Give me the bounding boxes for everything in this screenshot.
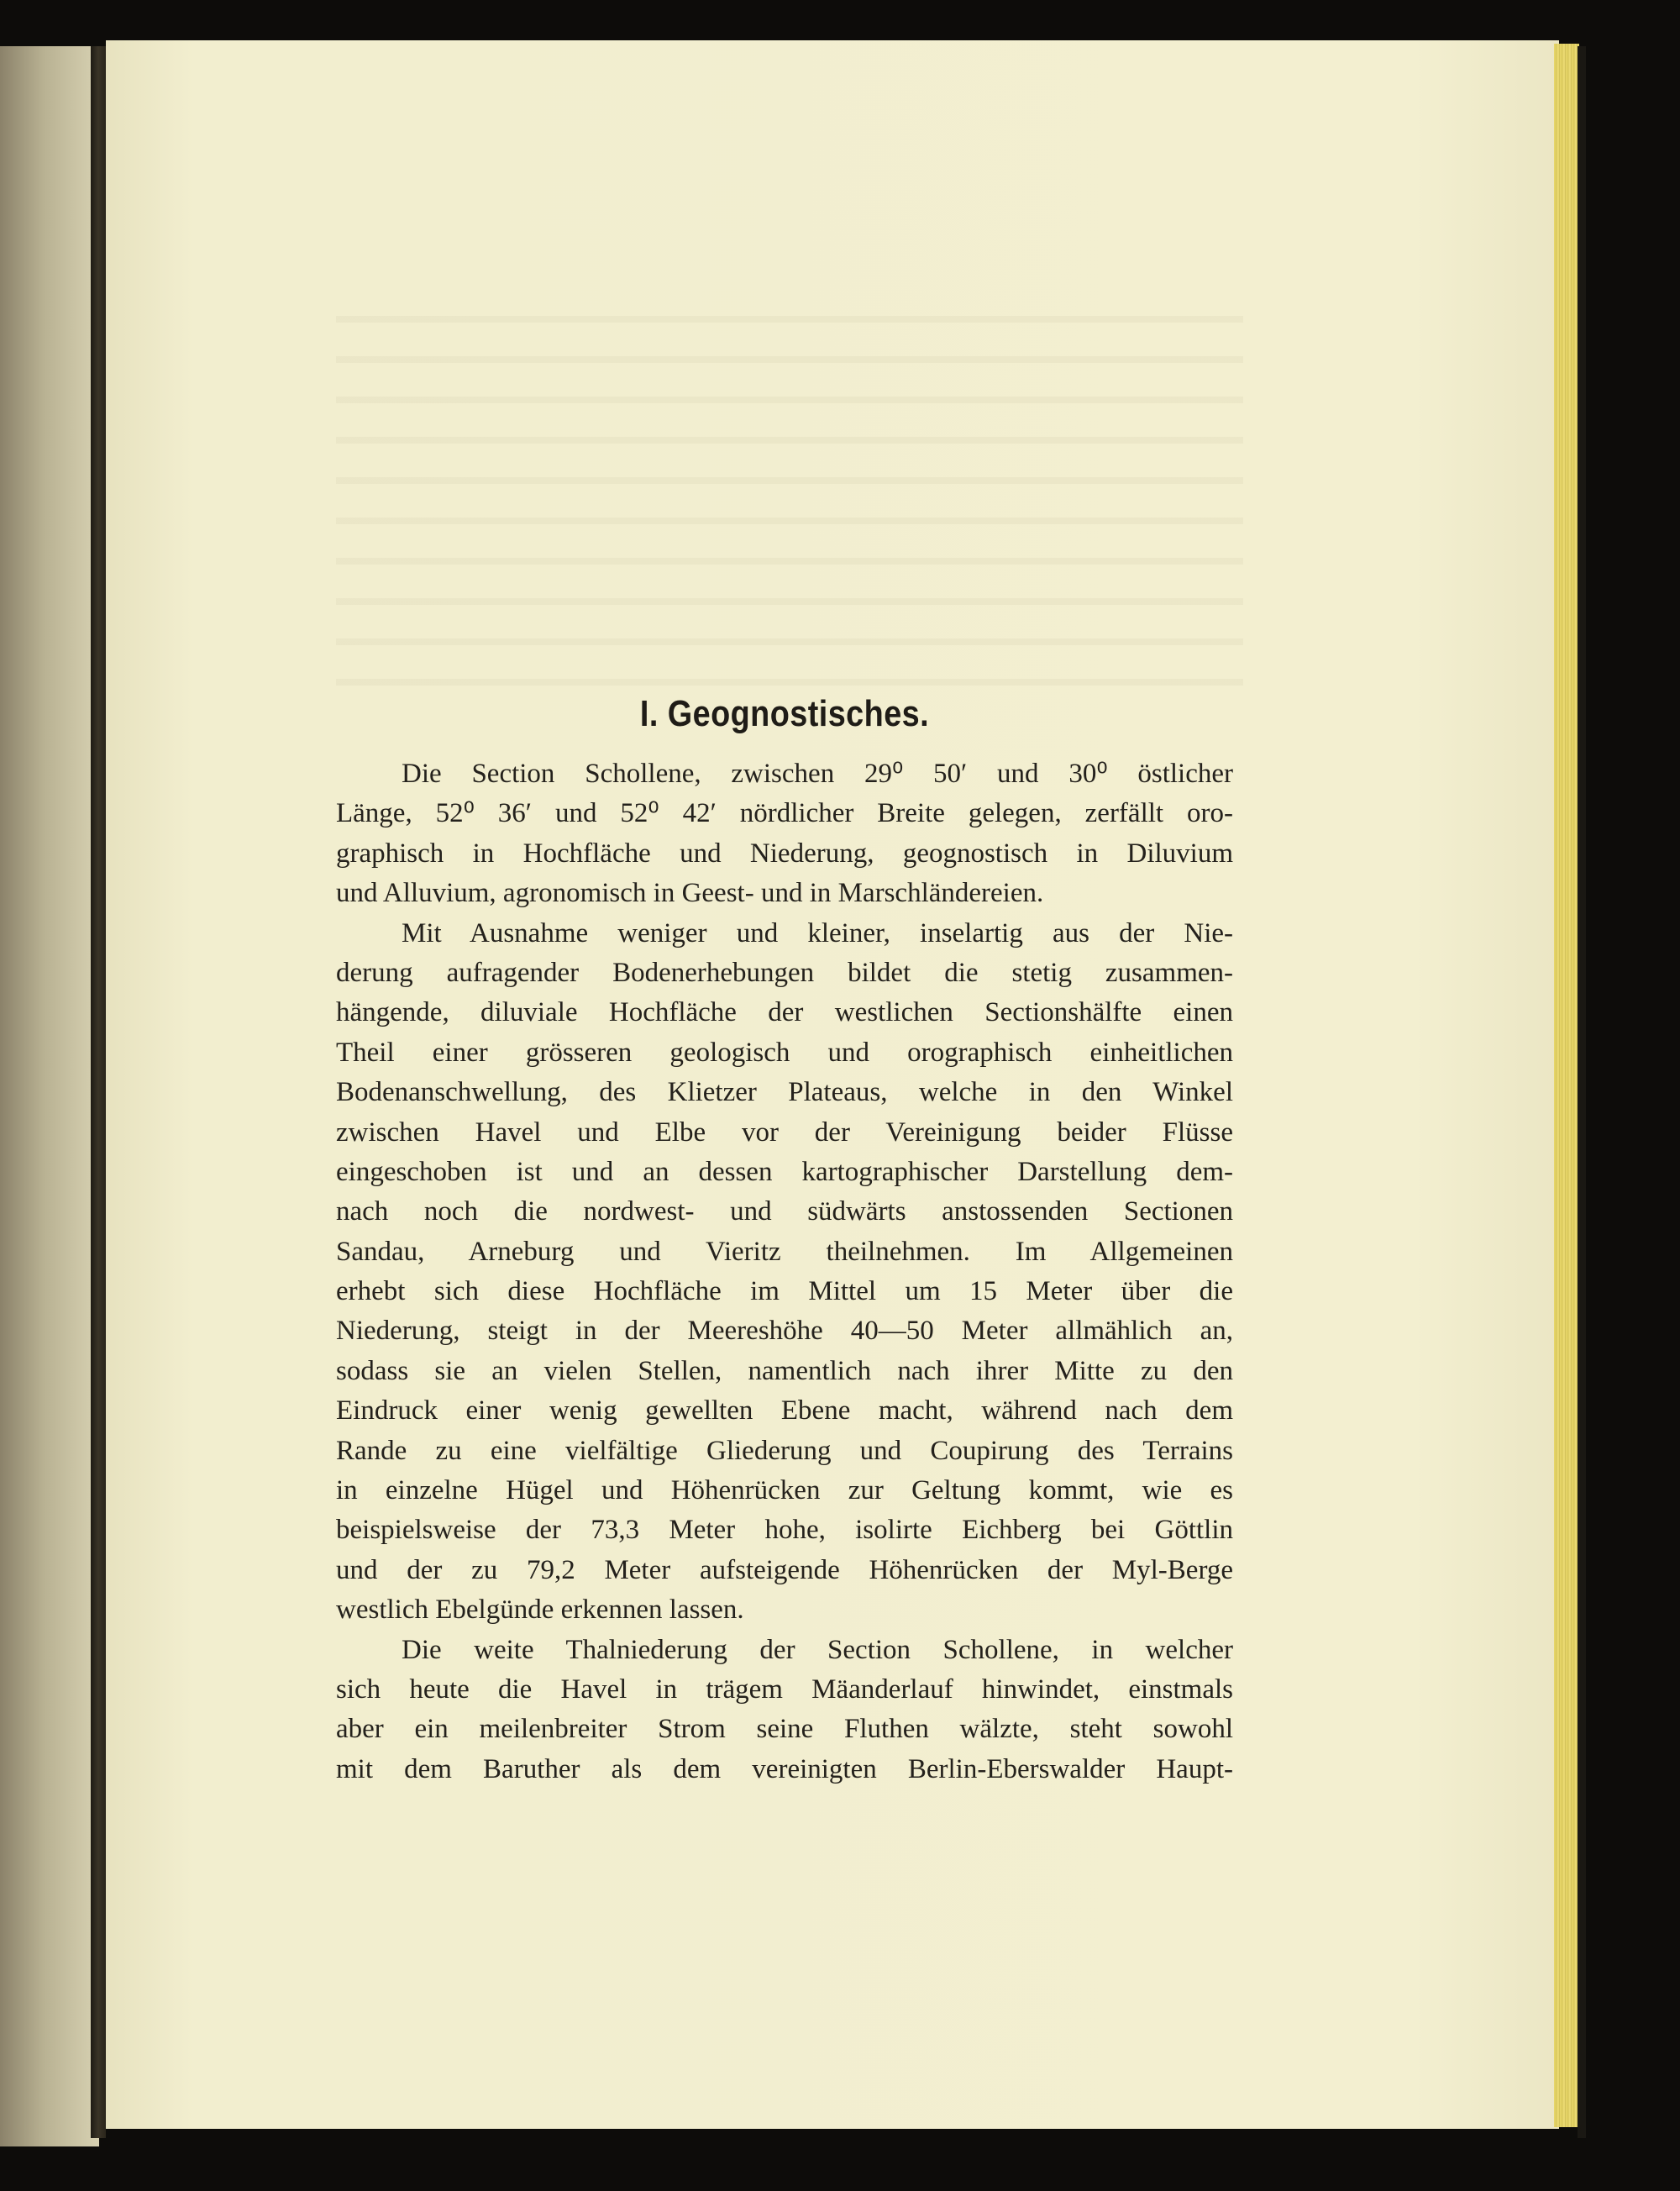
text-line: in einzelne Hügel und Höhenrücken zur Geltung kommt, wie es [336,1475,1233,1506]
section-heading: I. Geognostisches. [639,693,930,734]
text-line: sodass sie an vielen Stellen, namentlich nach ihrer Mitte zu den [336,1355,1233,1386]
text-line: graphisch in Hochfläche und Niederung, geognostisch in Diluvium [336,838,1233,869]
text-line: erhebt sich diese Hochfläche im Mittel um 15 Meter über die [336,1276,1233,1307]
text-line: derung aufragender Bodenerhebungen bildet die stetig zusammen- [336,957,1233,988]
text-line: Länge, 52⁰ 36′ und 52⁰ 42′ nördlicher Breite gelegen, zerfällt oro- [336,798,1233,829]
text-line: eingeschoben ist und an dessen kartographischer Darstellung dem- [336,1156,1233,1187]
book-binding [91,46,106,2138]
text-line: Mit Ausnahme weniger und kleiner, inselartig aus der Nie- [402,917,1233,948]
body-text [336,754,1233,1789]
text-line: Niederung, steigt in der Meereshöhe 40—50 Meter allmählich an, [336,1316,1233,1347]
text-line: Theil einer grösseren geologisch und orographisch einheitlichen [336,1037,1233,1068]
text-line: nach noch die nordwest- und südwärts anstossenden Sectionen [336,1196,1233,1227]
text-line: Die weite Thalniederung der Section Schollene, in welcher [402,1634,1233,1665]
back-cover-edge [1578,46,1586,2138]
text-line: Sandau, Arneburg und Vieritz theilnehmen. Im Allgemeinen [336,1236,1233,1267]
text-line: beispielsweise der 73,3 Meter hohe, isolirte Eichberg bei Göttlin [336,1515,1233,1546]
facing-page-edge [0,46,99,2146]
text-line: und Alluvium, agronomisch in Geest- und in Marschländereien. [336,878,1044,909]
text-line: und der zu 79,2 Meter aufsteigende Höhenrücken der Myl-Berge [336,1554,1233,1585]
text-line: Rande zu eine vielfältige Gliederung und Coupirung des Terrains [336,1435,1233,1466]
text-line: aber ein meilenbreiter Strom seine Fluthen wälzte, steht sowohl [336,1714,1233,1745]
text-line: mit dem Baruther als dem vereinigten Berlin-Eberswalder Haupt- [336,1753,1233,1784]
text-line: Die Section Schollene, zwischen 29⁰ 50′ und 30⁰ östlicher [402,759,1233,789]
text-line: Bodenanschwellung, des Klietzer Plateaus, welche in den Winkel [336,1077,1233,1108]
text-line: Eindruck einer wenig gewellten Ebene macht, während nach dem [336,1395,1233,1427]
page-edges [1554,44,1579,2127]
text-line: hängende, diluviale Hochfläche der westlichen Sectionshälfte einen [336,997,1233,1028]
text-line: sich heute die Havel in trägem Mäanderlauf hinwindet, einstmals [336,1673,1233,1705]
text-line: westlich Ebelgünde erkennen lassen. [336,1595,744,1626]
text-line: zwischen Havel und Elbe vor der Vereinigung beider Flüsse [336,1117,1233,1148]
show-through-text [336,294,1243,714]
